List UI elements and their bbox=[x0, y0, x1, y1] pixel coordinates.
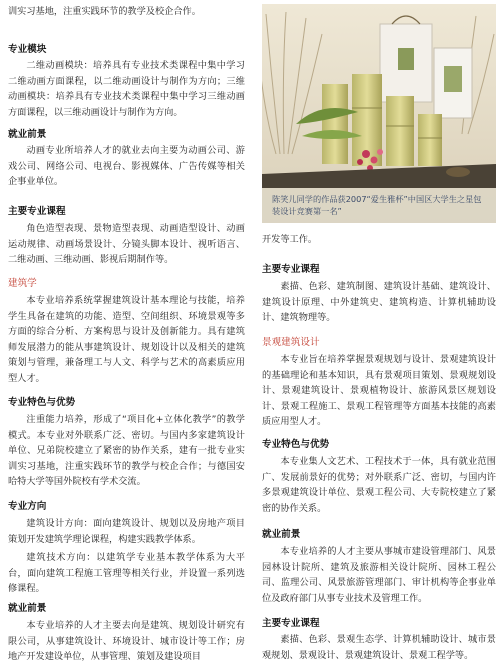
paragraph-job: 动画专业所培养人才的就业去向主要为动画公司、游戏公司、网络公司、电视台、影视媒体、广告传媒等相关企事业单位。 bbox=[8, 145, 245, 188]
paragraph-landscape: 本专业旨在培养掌握景观规划与设计、景观建筑设计的基础理论和基本知识，具有景观项目策划、景观规划设计、景观建筑设计、景观植物设计、旅游风景区规划设计、景观工程施工、景观工程管理等方面基本技能的高素质应用型人才。 bbox=[262, 354, 496, 428]
heading-job-2: 就业前景 bbox=[8, 603, 47, 614]
photo-caption: 陈笑儿同学的作品获2007“爱生雅杯”中国区大学生之星包装设计竞赛第一名” bbox=[262, 188, 496, 223]
bamboo-canister-3 bbox=[386, 96, 414, 166]
paragraph-job: 本专业培养的人才主要从事城市建设管理部门、风景园林设计院所、建筑及旅游相关设计院所、园林工程公司、监理公司、风景旅游管理部门、审计机构等企事业单位及政府部门从事专业技术及管理工作。 bbox=[262, 546, 496, 604]
paragraph-architecture: 本专业培养系统掌握建筑设计基本理论与技能，培养学生具备在建筑的功能、造型、空间组织、环境景观等多方面的综合分析、方案构思与设计及创新能力。具有建筑师发展潜力的能从事建筑设计、规划设计以及相关的建筑策划与管理，兼备理工与人文、科学与艺术的高素质应用型人才。 bbox=[8, 295, 245, 384]
paragraph-feature: 注重能力培养，形成了“项目化+立体化教学”的教学模式。本专业对外联系广泛、密切。与国内多家建筑设计单位、兄弟院校建立了紧密的协作关系，建有一批专业实训实习基地，注重实践环节的教学与校企合作；与德国安哈特大学等国外院校有学术交流。 bbox=[8, 414, 245, 488]
heading-course-2: 主要专业课程 bbox=[262, 618, 320, 629]
heading-course: 主要专业课程 bbox=[262, 264, 320, 275]
heading-course: 主要专业课程 bbox=[8, 206, 66, 217]
bamboo-canister-1 bbox=[322, 84, 348, 164]
bamboo-canister-4 bbox=[418, 114, 442, 166]
paragraph-direction-2: 建筑技术方向：以建筑学专业基本教学体系为大平台，面向建筑工程施工管理等相关行业，并设置一系列选修课程。 bbox=[8, 552, 245, 595]
paragraph-job-2: 本专业培养的人才主要去向是建筑、规划设计研究有限公司，从事建筑设计、环境设计、城市设计等工作；房地产开发建设单位，从事管理、策划及建设项目 bbox=[8, 620, 245, 663]
product-photo bbox=[262, 4, 496, 223]
heading-module: 专业模块 bbox=[8, 44, 47, 55]
paragraph-course: 角色造型表现、景物造型表现、动画造型设计、动画运动规律、动画场景设计、分镜头脚本设计、视听语言、二维动画、三维动画、影视后期制作等。 bbox=[8, 223, 245, 266]
paragraph-module: 二维动画模块：培养具有专业技术类课程中集中学习二维动画方面课程，以二维动画设计与制作为方向；三维动画模块：培养具有专业技术类课程中集中学习三维动画方面课程，以三维动画设计与制作为方向。 bbox=[8, 60, 245, 118]
heading-job: 就业前景 bbox=[8, 129, 47, 140]
major-title-landscape: 景观建筑设计 bbox=[262, 337, 320, 348]
paragraph-course-2: 素描、色彩、景观生态学、计算机辅助设计、城市景观规划、景观设计、景观建筑设计、景观工程学等。 bbox=[262, 634, 496, 661]
paragraph-dev-tail: 开发等工作。 bbox=[262, 234, 318, 245]
paragraph-direction-1: 建筑设计方向：面向建筑设计、规划以及房地产项目策划开发建筑学理论课程，构建实践教学体系。 bbox=[8, 518, 245, 545]
heading-feature: 专业特色与优势 bbox=[8, 397, 76, 408]
paragraph-intro-tail: 训实习基地，注重实践环节的教学及校企合作。 bbox=[8, 6, 201, 17]
paragraph-course: 素描、色彩、建筑制图、建筑设计基础、建筑设计、建筑设计原理、中外建筑史、建筑构造、计算机辅助设计、建筑物理等。 bbox=[262, 281, 496, 324]
paragraph-feature: 本专业集人文艺术、工程技术于一体，具有就业范围广、发展前景好的优势；对外联系广泛、密切，与国内许多景观建筑设计单位、景观工程公司、大专院校建立了紧密的协作关系。 bbox=[262, 456, 496, 514]
heading-direction: 专业方向 bbox=[8, 501, 47, 512]
heading-job: 就业前景 bbox=[262, 529, 301, 540]
heading-feature: 专业特色与优势 bbox=[262, 439, 330, 450]
major-title-architecture: 建筑学 bbox=[8, 278, 37, 289]
